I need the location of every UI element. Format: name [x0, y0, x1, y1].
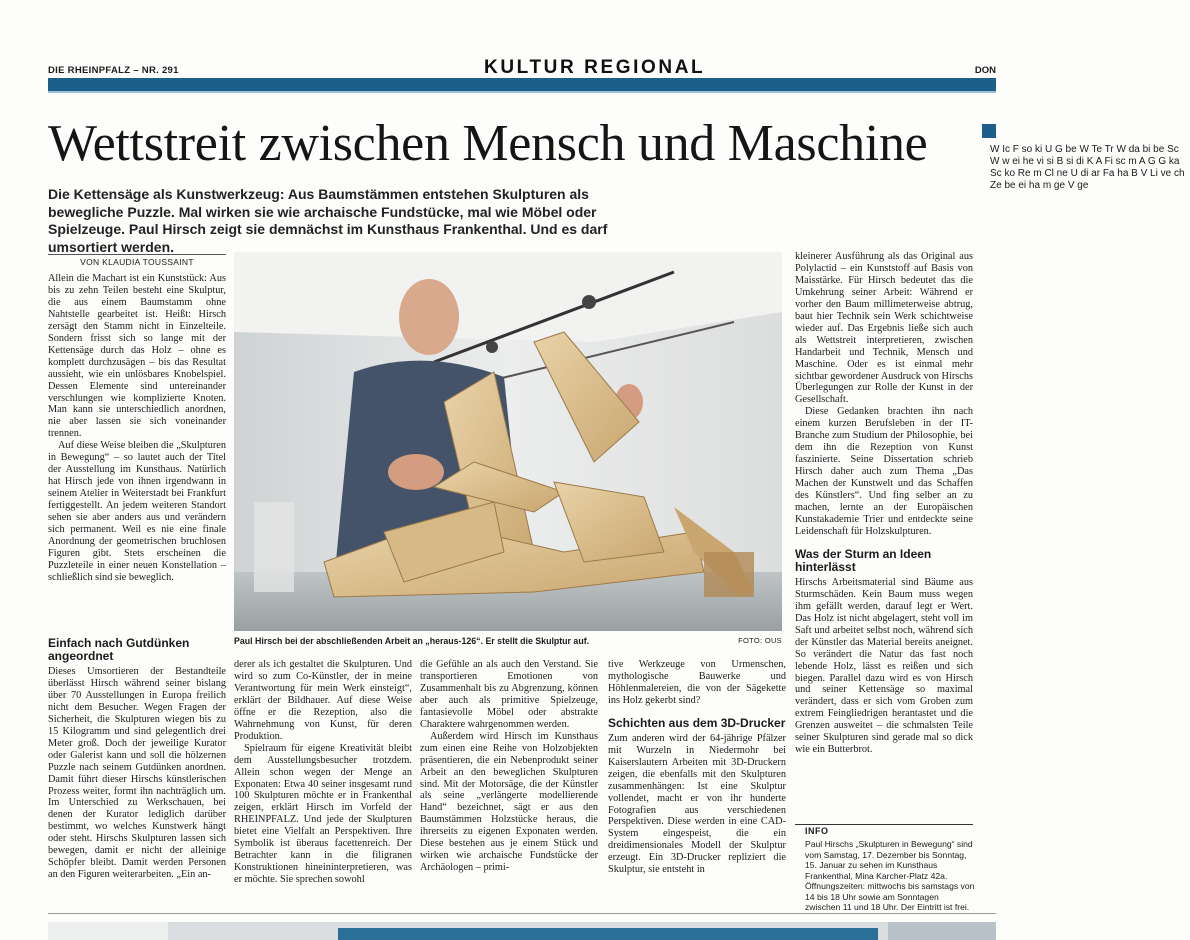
column-1-lower [48, 627, 226, 881]
masthead-rule [48, 78, 996, 91]
column-1 [48, 273, 226, 584]
sidebar-text: W Ic F so ki U G be W Te Tr W da bi be Sc W w ei he vi si B si di K A Fi sc m A G G ka Sc ko Re m Cl ne U di ar Fa ha B V Li ve ch Ze be ei ha m ge V ge [990, 144, 1185, 191]
info-rule [795, 824, 973, 825]
column-3 [420, 659, 598, 874]
column-2 [234, 659, 412, 886]
sidebar-accent [982, 124, 996, 138]
subheading: Schichten aus dem 3D-Drucker [608, 715, 786, 730]
section-title: KULTUR REGIONAL [484, 57, 706, 78]
info-heading: INFO [805, 826, 829, 836]
paragraph: kleinerer Ausführung als das Original aus Polylactid – ein Kunststoff auf Basis von Maisstärke. Für Hirsch bedeutet das die Umkehrung seiner Arbeit: Während er vorher den Baum millimeterweise abtrug, baut hier Technik sein Werk schichtweise wieder auf. Das Ergebnis ließe sich auch als Wettstreit interpretieren, zwischen Handarbeit und Technik, Mensch und Maschine. Oder es ist einmal mehr sichtbar gewordener Ausdruck von Hirschs Überlegungen zur Rolle der Kunst in der Gesellschaft. [795, 251, 973, 406]
paragraph: Diese Gedanken brachten ihn nach einem kurzen Berufsleben in der IT-Branche zum Studium der Philosophie, bei dem ihn die Rezeption von Kunst faszinierte. Seine Dissertation schrieb Hirsch daher auch zum Thema „Das Machen der Kunstwelt und das Schaffen des Künstlers“. Und fing selber an zu machen, lernte an der Europäischen Kunstakademie Trier und entdeckte seine Leidenschaft für Holzskulpturen. [795, 406, 973, 537]
paragraph: derer als ich gestaltet die Skulpturen. Und wird so zum Co-Künstler, der in meine Verantwortung für mein Werk einsteigt“, erklärt der Bildhauer. Auf diese Weise öffne er die Rezeption, also die Wahrnehmung von Kunst, für deren Produktion. [234, 659, 412, 742]
column-5 [795, 251, 973, 756]
paragraph: Spielraum für eigene Kreativität bleibt dem Ausstellungsbesucher trotzdem. Allein schon wegen der Menge an Exponaten: Etwa 40 seiner insgesamt rund 100 Skulpturen möchte er in Frankenthal zeigen, erklärt Hirsch im Vorfeld der RHEINPFALZ. Und jede der Skulpturen bietet eine Vielfalt an Perspektiven. Ihre Symbolik ist überaus facettenreich. Der Betrachter kann in die filigranen Konstruktionen hineininterpretieren, was er möchte. Sie sprechen sowohl [234, 742, 412, 886]
adjacent-article-cut [982, 124, 1185, 904]
subheading: Einfach nach Gutdünken angeordnet [48, 636, 190, 663]
advert-band [338, 928, 878, 940]
sculpture-photo-illustration [234, 252, 782, 631]
caption-text: Paul Hirsch bei der abschließenden Arbeit an „heraus-126“. Er stellt die Skulptur auf. [234, 636, 590, 646]
byline: VON KLAUDIA TOUSSAINT [80, 257, 194, 267]
byline-rule [48, 254, 226, 255]
subheading: Was der Sturm an Ideen hinterlässt [795, 546, 932, 574]
paragraph: Zum anderen wird der 64-jährige Pfälzer mit Wurzeln in Niedermohr bei Kaiserslautern Arbeiten mit 3D-Druckern zeigen, die ebenfalls mit den Skulpturen zusammenhängen: Ist eine Skulptur vollendet, macht er von ihr hunderte Fotografien aus verschiedenen Perspektiven. Diese werden in eine CAD-System eingespeist, die ein dreidimensionales Modell der Skulptur erzeugt. Ein 3D-Drucker repliziert die Skulptur, sie entsteht in [608, 732, 786, 876]
info-text: Paul Hirschs „Skulpturen in Bewegung“ sind vom Samstag, 17. Dezember bis Sonntag, 15. Januar zu sehen im Kunsthaus Frankenthal, Mina Karcher-Platz 42a. Öffnungszeiten: mittwochs bis samstags von 14 bis 18 Uhr sowie am Sonntagen zwischen 11 und 18 Uhr. Der Eintritt ist frei. [805, 839, 975, 912]
paragraph: Auf diese Weise bleiben die „Skulpturen in Bewegung“ – so lautet auch der Titel der Ausstellung im Kunsthaus. Natürlich hat Hirsch jede von ihnen irgendwann in seinem Atelier in Weiterstadt bei Frankfurt fertiggestellt. An jedem weiteren Standort sehen sie aber anders aus und verändern sich permanent. Weil es nie eine finale Anordnung der geometrischen bruchlosen Figuren gibt. Stets erscheinen die Puzzleteile in einer neuen Konstellation – schließlich sind sie beweglich. [48, 440, 226, 583]
subhead: Die Kettensäge als Kunstwerkzeug: Aus Baumstämmen entstehen Skulpturen als bewegliche Puzzle. Mal wirken sie wie archaische Fundstücke, mal wie Möbel oder Spielzeuge. Paul Hirsch zeigt sie demnächst im Kunsthaus Frankenthal. Und es darf umsortiert werden. [48, 186, 608, 255]
paragraph: die Gefühle an als auch den Verstand. Sie transportieren Emotionen von Zusammenhalt bis zu Abgrenzung, können aber auch als primitive Spielzeuge, fantasievolle Möbel oder abstrakte Charaktere wahrgenommen werden. [420, 659, 598, 730]
article-photo [234, 252, 782, 631]
bottom-advert-strip [48, 922, 996, 940]
paragraph: Dieses Umsortieren der Bestandteile überlässt Hirsch während seiner bislang über 70 Ausstellungen in Europa freilich nicht dem Besucher. Wegen Fragen der Sicherheit, die Skulpturen wiegen bis zu 15 Kilogramm und sind gelegentlich drei Meter groß. Doch der jeweilige Kurator oder Galerist kann und soll die hölzernen Puzzle nach seinem Gutdünken anordnen. Damit führt dieser Hirschs künstlerischen Prozess weiter, formt ihn nachträglich um. Im Unterschied zu Werkschauen, bei denen der Kurator lediglich darüber bestimmt, wo welches Kunstwerk hängt oder steht. Hirschs Skulpturen lassen sich bewegen, damit er nicht der alleinige Schöpfer bleibt. Damit werden Personen an den Figuren weiterarbeiten. „Ein an- [48, 666, 226, 881]
column-4 [608, 659, 786, 876]
photo-credit: FOTO: OUS [738, 636, 782, 645]
advert-image [888, 922, 996, 940]
paragraph: Außerdem wird Hirsch im Kunsthaus zum einen eine Reihe von Holzobjekten präsentieren, die ein Nebenprodukt seiner Arbeit an den beweglichen Skulpturen sind. Mit der Motorsäge, die der Künstler als seine „verlängerte modellierende Hand“ bezeichnet, sägt er aus den Baumstämmen Holzstücke heraus, die ihrerseits zu eigenen Exponaten werden. Diese bestehen aus je einem Stück und wirken wie archaische Fundstücke der Archäologen – primi- [420, 730, 598, 874]
photo-caption [234, 636, 782, 646]
headline: Wettstreit zwischen Mensch und Maschine [48, 115, 928, 172]
day-label: DON [974, 65, 996, 76]
publication-label: DIE RHEINPFALZ – NR. 291 [48, 65, 179, 76]
paragraph: Allein die Machart ist ein Kunststück: Aus bis zu zehn Teilen besteht eine Skulptur, die aus einem Baumstamm ohne Nahtstelle gearbeitet ist. Heißt: Hirsch zersägt den Stamm nicht in Einzelteile. Sondern frisst sich so lange mit der Kettensäge durch das Holz – ohne es komplett durchzusägen – bis das Resultat aussieht, wie ein unlösbares Knobelspiel. Dessen Elemente sind untereinander verschlungen wie komplizierte Knoten. Man kann sie unterschiedlich anordnen, nie aber lassen sie sich voneinander trennen. [48, 273, 226, 440]
bottom-rule [48, 913, 996, 914]
paragraph: Hirschs Arbeitsmaterial sind Bäume aus Sturmschäden. Kein Baum muss wegen ihm gefällt werden, darauf legt er Wert. Das Holz ist nicht abgelagert, steht voll im Saft und arbeitet selbst noch, während sich der Künstler das Material bereits aneignet. So verändert die Natur das fast noch lebende Holz, lässt es reißen und sich biegen. Parallel dazu wird es von Hirsch und seiner Kettensäge so maximal verändert, dass er sich vom Groben zum extrem Feingliedrigen herantastet und die Grenzen ausweitet – die schmalsten Teile seiner Skulpturen sind gerade mal so dick wie ein Butterbrot. [795, 576, 973, 756]
masthead-rule-thin [48, 91, 996, 93]
paragraph: tive Werkzeuge von Urmenschen, mythologische Bauwerke und Höhlenmalereien, die von der Sägekette ins Holz gekerbt sind? [608, 659, 786, 706]
advert-image [48, 922, 168, 940]
